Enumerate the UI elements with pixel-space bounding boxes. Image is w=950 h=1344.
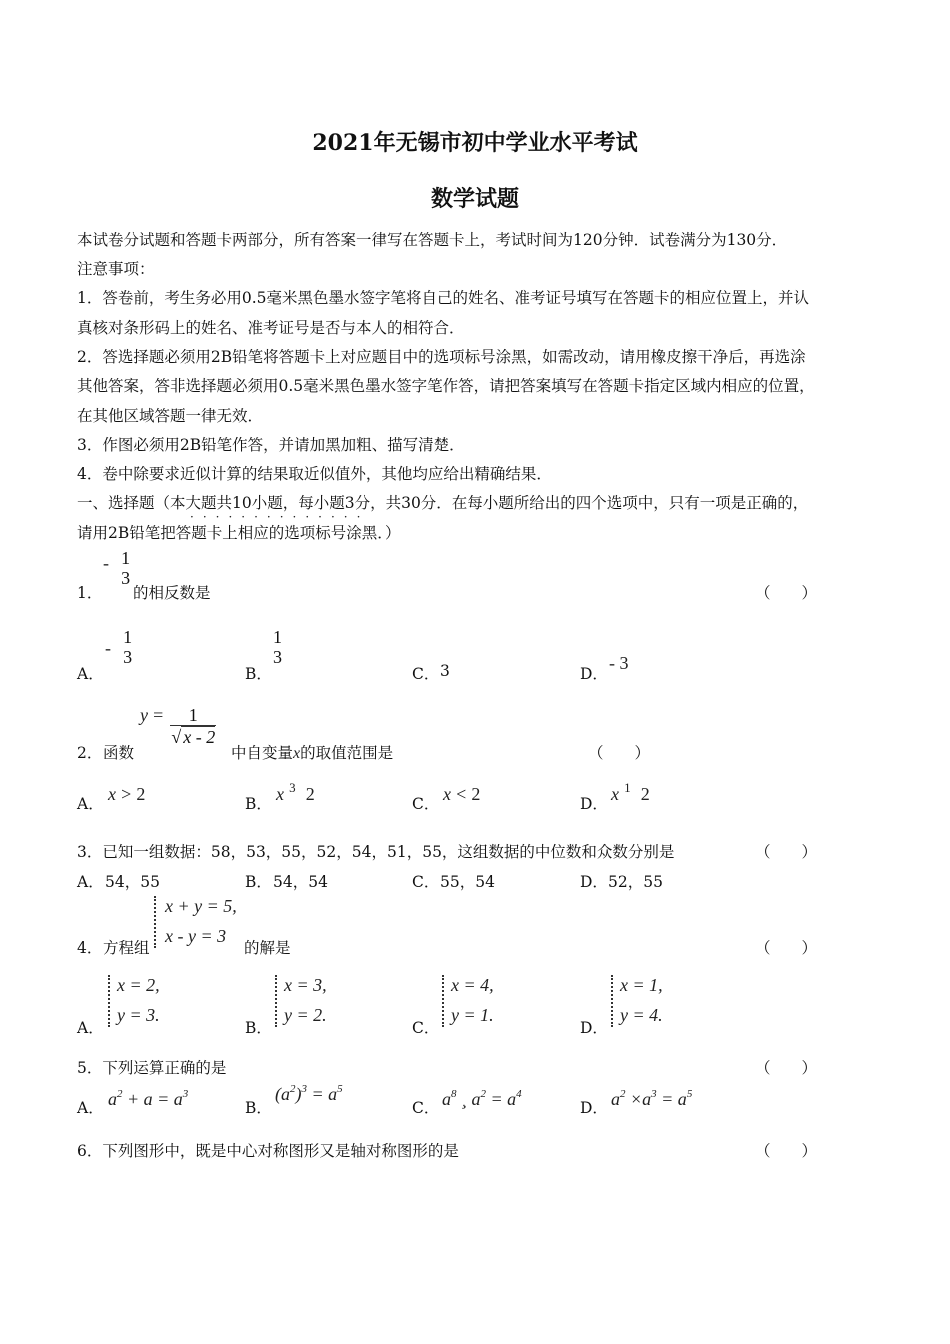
value: 2	[305, 784, 315, 804]
q4-text-pre: 方程组	[103, 939, 150, 957]
answer-paren: （ ）	[588, 744, 651, 762]
option-d-label: D．	[580, 795, 608, 813]
answer-paren: （ ）	[755, 1142, 818, 1160]
q5-option-a[interactable]	[108, 1089, 188, 1110]
exam-subtitle: 数学试题	[430, 186, 519, 212]
option-d-label: D．	[580, 1019, 608, 1037]
term: (a	[275, 1084, 290, 1104]
exponent: 4	[516, 1088, 522, 1100]
left-brace	[108, 975, 116, 1027]
left-brace	[154, 896, 162, 948]
variable-y: y	[140, 704, 148, 725]
minus-sign: -	[105, 637, 111, 658]
q5-option-b[interactable]	[275, 1084, 343, 1105]
numerator: 1	[123, 627, 133, 647]
q3-option-d[interactable]: 52，55	[608, 873, 663, 891]
notice-line: 其他答案，答非选择题必须用0.5毫米黑色墨水签字笔作答，请把答案填写在答题卡指定区域内相应的位置，	[77, 377, 815, 395]
exponent: 3	[651, 1088, 657, 1100]
option-d-label: D．	[580, 665, 608, 683]
term: ¸ a	[456, 1089, 481, 1109]
exponent: 5	[686, 1088, 693, 1100]
option-a-label: A．	[77, 1099, 104, 1117]
answer-paren: （ ）	[755, 939, 818, 957]
exponent: 3	[301, 1083, 307, 1095]
q5-text: 5．下列运算正确的是	[77, 1059, 227, 1077]
variable-x: x	[293, 745, 301, 762]
term: )	[295, 1084, 302, 1104]
q1-option-d[interactable]: - 3	[609, 653, 629, 673]
q2-option-d[interactable]: x $^1$ 2	[611, 780, 650, 804]
q4-option-d-line2[interactable]: y = 4.	[620, 1005, 663, 1025]
text: 的取值范围是	[300, 744, 394, 762]
q4-option-d-line1[interactable]: x = 1,	[620, 975, 663, 995]
q1-option-a[interactable]	[105, 627, 133, 667]
option-c-label: C．	[412, 795, 440, 813]
operator-glyph: 3	[289, 780, 296, 795]
term: a	[611, 1089, 620, 1109]
numerator: 1	[121, 548, 131, 568]
exponent: 2	[620, 1088, 626, 1100]
q1-number: 1．	[77, 584, 103, 602]
q4-option-c-line1[interactable]: x = 4,	[451, 975, 494, 995]
operator-glyph: 1	[624, 780, 631, 795]
left-brace	[275, 975, 283, 1027]
q3-text: 3．已知一组数据：58，53，55，52，54，51，55，这组数据的中位数和众数分别是	[77, 843, 675, 861]
q5-option-d[interactable]	[611, 1089, 692, 1110]
exponent: 2	[480, 1088, 486, 1100]
q2-text-post	[231, 741, 393, 763]
value: 2	[136, 784, 146, 804]
notice-line: 真核对条形码上的姓名、准考证号是否与本人的相符合．	[77, 319, 465, 337]
operator: >	[121, 784, 132, 804]
fraction	[122, 627, 133, 667]
term: = a	[486, 1089, 517, 1109]
option-c-label: C．	[412, 873, 440, 891]
option-a-label: A．	[77, 795, 104, 813]
option-b-label: B．	[245, 1019, 272, 1037]
operator: <	[456, 784, 467, 804]
notice-line: 1．答卷前，考生务必用0.5毫米黑色墨水签字笔将自己的姓名、准考证号填写在答题卡的相应位置上，并认	[77, 289, 810, 307]
notice-line: 在其他区域答题一律无效．	[77, 407, 264, 425]
equals-sign: =	[153, 704, 164, 725]
option-b-label: B．	[245, 1099, 272, 1117]
q4-option-b-line2[interactable]: y = 2.	[284, 1005, 327, 1025]
q3-option-b[interactable]: 54，54	[273, 873, 328, 891]
option-b-label: B．	[245, 795, 272, 813]
q4-option-b-line1[interactable]: x = 3,	[284, 975, 327, 995]
q4-equation-1: x + y = 5,	[165, 896, 237, 916]
exponent: 5	[337, 1083, 343, 1095]
term: + a = a	[122, 1089, 183, 1109]
q4-option-a-line1[interactable]: x = 2,	[117, 975, 160, 995]
q1-text: 的相反数是	[133, 584, 211, 602]
q4-option-c-line2[interactable]: y = 1.	[451, 1005, 494, 1025]
term: a	[108, 1089, 117, 1109]
left-brace	[442, 975, 450, 1027]
value: 2	[640, 784, 650, 804]
option-b-label: B．	[245, 873, 272, 891]
q5-option-c[interactable]	[442, 1089, 522, 1110]
q4-text-post: 的解是	[244, 939, 291, 957]
option-d-label: D．	[580, 1099, 608, 1117]
exponent: 8	[451, 1088, 457, 1100]
option-a-label: A．	[77, 873, 104, 891]
term: = a	[307, 1084, 338, 1104]
radicand: x - 2	[183, 727, 216, 747]
option-c-label: C．	[412, 1019, 440, 1037]
left-brace	[611, 975, 619, 1027]
notice-line: 3．作图必须用2B铅笔作答，并请加黑加粗、描写清楚．	[77, 436, 465, 454]
exponent: 2	[117, 1088, 123, 1100]
option-c-label: C．	[412, 1099, 440, 1117]
answer-paren: （ ）	[755, 843, 818, 861]
minus-sign: -	[103, 552, 109, 573]
q1-option-c[interactable]: 3	[440, 662, 450, 680]
denominator: 3	[123, 647, 133, 667]
fraction	[170, 705, 216, 747]
exponent: 3	[182, 1088, 189, 1100]
q4-equation-2: x - y = 3	[165, 926, 227, 946]
q3-option-a[interactable]: 54，55	[105, 873, 160, 891]
value: 2	[471, 784, 481, 804]
q6-text: 6．下列图形中，既是中心对称图形又是轴对称图形的是	[77, 1142, 459, 1160]
notice-line: 2．答选择题必须用2B铅笔将答题卡上对应题目中的选项标号涂黑，如需改动，请用橡皮擦干净后，再选涂	[77, 348, 806, 366]
section-instruction: 请用2B铅笔把答题卡上相应的选项标号涂黑．）	[77, 524, 401, 542]
option-c-label: C．	[412, 665, 440, 683]
q4-number: 4．	[77, 939, 103, 957]
q3-option-c[interactable]: 55，54	[440, 873, 495, 891]
section-heading: 一、选择题（本大题共10小题，每小题3分，共30分．在每小题所给出的四个选项中，只有一项是正确的，	[77, 494, 809, 512]
answer-paren: （ ）	[755, 584, 818, 602]
emphasis-dots: ··············	[190, 510, 370, 524]
q2-option-b[interactable]: x $^3$ 2	[276, 780, 315, 804]
numerator: 1	[273, 627, 282, 647]
intro-text: 本试卷分试题和答题卡两部分，所有答案一律写在答题卡上，考试时间为120分钟．试卷满分为130分．	[77, 231, 788, 249]
option-a-label: A．	[77, 1019, 104, 1037]
exponent: 2	[290, 1083, 296, 1095]
q4-option-a-line2[interactable]: y = 3.	[117, 1005, 160, 1025]
term: ×a	[625, 1089, 652, 1109]
term: = a	[656, 1089, 687, 1109]
q2-number: 2．	[77, 744, 103, 762]
option-a-label: A．	[77, 665, 104, 683]
term: a	[442, 1089, 451, 1109]
q1-option-b[interactable]	[272, 627, 283, 667]
answer-paren: （ ）	[755, 1059, 818, 1077]
option-b-label: B．	[245, 665, 272, 683]
q1-expression	[103, 548, 131, 588]
fraction	[120, 548, 131, 588]
option-d-label: D．	[580, 873, 608, 891]
notice-heading: 注意事项：	[77, 260, 155, 278]
numerator: 1	[188, 705, 198, 725]
q2-text-pre: 函数	[103, 744, 135, 762]
text: 中自变量	[231, 744, 294, 762]
exam-title: 2021年无锡市初中学业水平考试	[312, 130, 638, 156]
fraction	[272, 627, 283, 667]
q2-option-c[interactable]: x < 2	[443, 784, 481, 804]
notice-line: 4．卷中除要求近似计算的结果取近似值外，其他均应给出精确结果．	[77, 465, 552, 483]
denominator: √ x - 2	[171, 727, 216, 747]
denominator: 3	[121, 568, 131, 588]
q2-option-a[interactable]: x > 2	[108, 784, 146, 804]
denominator: 3	[273, 647, 282, 667]
q2-function	[140, 705, 216, 747]
